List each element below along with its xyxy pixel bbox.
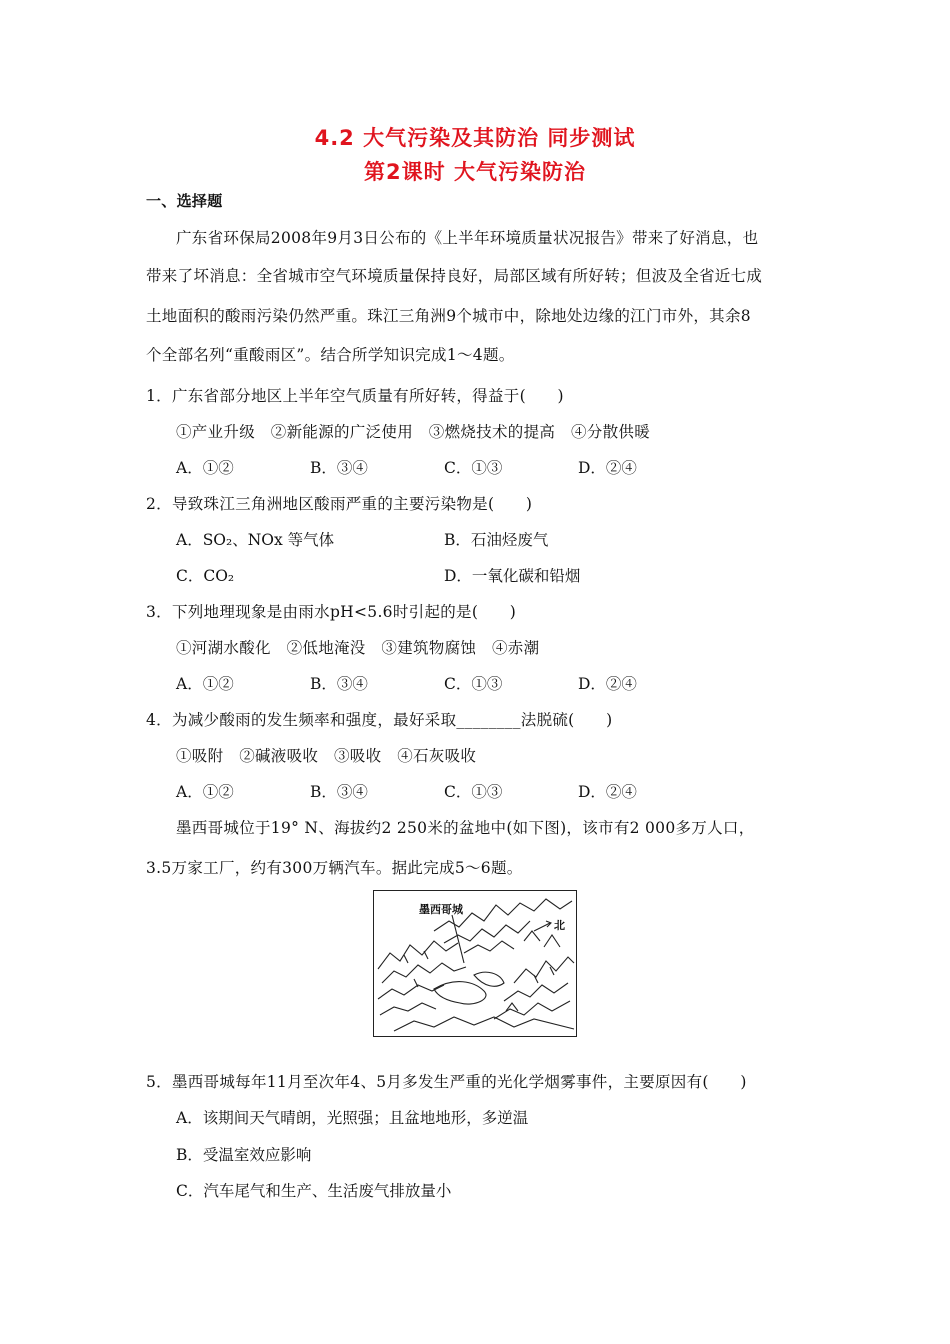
map-city-label: 墨西哥城 <box>419 903 463 916</box>
option-c: C．①③ <box>444 783 503 801</box>
question-items: ①河湖水酸化 ②低地淹没 ③建筑物腐蚀 ④赤潮 <box>176 639 540 657</box>
question-stem: 1．广东省部分地区上半年空气质量有所好转，得益于( ) <box>146 387 564 405</box>
intro-line: 墨西哥城位于19° N、海拔约2 250米的盆地中(如下图)，该市有2 000多万人口， <box>176 819 755 837</box>
option-b: B．③④ <box>310 783 368 801</box>
option-c: C．CO₂ <box>176 567 235 585</box>
option-b: B．受温室效应影响 <box>176 1146 312 1164</box>
mexico-city-basin-map <box>373 890 577 1037</box>
option-b: B．③④ <box>310 675 368 693</box>
question-items: ①吸附 ②碱液吸收 ③吸收 ④石灰吸收 <box>176 747 477 765</box>
question-stem: 2．导致珠江三角洲地区酸雨严重的主要污染物是( ) <box>146 495 533 513</box>
intro-line: 带来了坏消息：全省城市空气环境质量保持良好，局部区域有所好转；但波及全省近七成 <box>146 267 763 285</box>
option-a: A．①② <box>176 675 234 693</box>
option-a: A．该期间天气晴朗，光照强；且盆地地形，多逆温 <box>176 1109 529 1127</box>
intro-line: 土地面积的酸雨污染仍然严重。珠江三角洲9个城市中，除地处边缘的江门市外，其余8 <box>146 307 751 325</box>
section-heading: 一、选择题 <box>146 192 223 210</box>
option-d: D．②④ <box>578 675 637 693</box>
option-c: C．①③ <box>444 459 503 477</box>
option-d: D．一氧化碳和铅烟 <box>444 567 581 585</box>
option-d: D．②④ <box>578 459 637 477</box>
map-north-label: 北 <box>554 919 565 932</box>
option-d: D．②④ <box>578 783 637 801</box>
intro-line: 广东省环保局2008年9月3日公布的《上半年环境质量状况报告》带来了好消息，也 <box>176 229 759 247</box>
option-a: A．①② <box>176 459 234 477</box>
option-c: C．①③ <box>444 675 503 693</box>
question-stem: 3．下列地理现象是由雨水pH<5.6时引起的是( ) <box>146 603 517 621</box>
mountain-sketch <box>374 891 575 1035</box>
option-b: B．石油烃废气 <box>444 531 549 549</box>
intro-line: 3.5万家工厂，约有300万辆汽车。据此完成5～6题。 <box>146 859 523 877</box>
question-items: ①产业升级 ②新能源的广泛使用 ③燃烧技术的提高 ④分散供暖 <box>176 423 651 441</box>
page-title-line2: 第2课时 大气污染防治 <box>364 160 586 184</box>
option-c: C．汽车尾气和生产、生活废气排放量小 <box>176 1182 452 1200</box>
intro-line: 个全部名列“重酸雨区”。结合所学知识完成1～4题。 <box>146 346 515 364</box>
option-b: B．③④ <box>310 459 368 477</box>
option-a: A．①② <box>176 783 234 801</box>
question-stem: 5．墨西哥城每年11月至次年4、5月多发生严重的光化学烟雾事件，主要原因有( ) <box>146 1073 747 1091</box>
option-a: A．SO₂、NOx 等气体 <box>176 531 335 549</box>
page-title-line1: 4.2 大气污染及其防治 同步测试 <box>314 126 636 150</box>
question-stem: 4．为减少酸雨的发生频率和强度，最好采取________法脱硫( ) <box>146 711 613 729</box>
